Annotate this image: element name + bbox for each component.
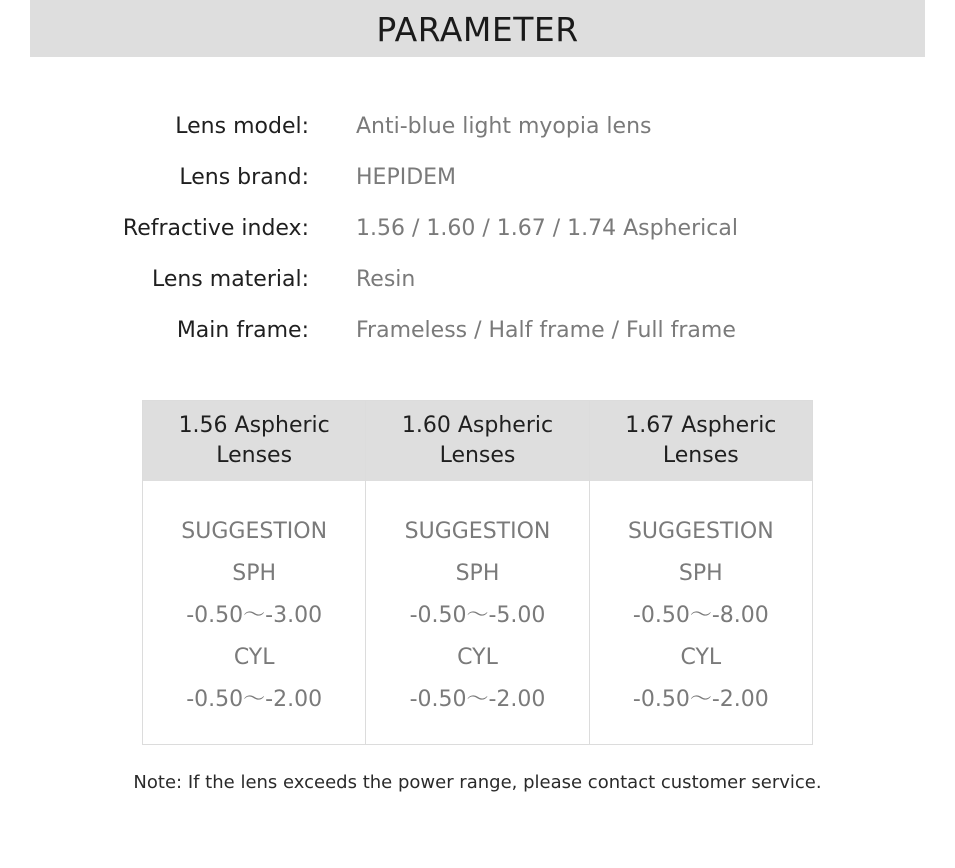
cyl-label: CYL [457, 645, 498, 670]
lens-column-body [143, 481, 365, 744]
param-row-lens-brand [0, 159, 955, 210]
param-value: HEPIDEM [356, 165, 457, 190]
sph-label: SPH [455, 561, 500, 586]
lens-column-header: 1.60 Aspheric Lenses [366, 401, 588, 481]
lens-column-160 [366, 401, 589, 744]
param-row-lens-material [0, 261, 955, 312]
lens-column-156 [143, 401, 366, 744]
param-value: Anti-blue light myopia lens [356, 114, 652, 139]
lens-column-body [590, 481, 812, 744]
param-label: Lens brand: [179, 165, 309, 190]
lens-column-167 [590, 401, 812, 744]
param-label: Main frame: [176, 318, 309, 343]
header-bar [30, 0, 925, 57]
cyl-range: -0.50～-2.00 [409, 687, 546, 712]
lens-column-header: 1.56 Aspheric Lenses [143, 401, 365, 481]
lens-range-table [142, 400, 813, 745]
cyl-label: CYL [233, 645, 275, 670]
cyl-range: -0.50～-2.00 [186, 687, 323, 712]
suggestion-label: SUGGESTION [404, 519, 551, 544]
param-row-refractive-index [0, 210, 955, 261]
cyl-range: -0.50～-2.00 [632, 687, 769, 712]
sph-label: SPH [232, 561, 277, 586]
sph-label: SPH [678, 561, 723, 586]
param-row-main-frame [0, 312, 955, 363]
page-title: PARAMETER [376, 10, 579, 49]
param-label: Lens model: [175, 114, 309, 139]
param-label: Lens material: [151, 267, 309, 292]
param-value: Frameless / Half frame / Full frame [356, 318, 736, 343]
cyl-label: CYL [680, 645, 722, 670]
sph-range: -0.50～-5.00 [409, 603, 546, 628]
lens-column-body [366, 481, 588, 744]
suggestion-label: SUGGESTION [181, 519, 328, 544]
lens-column-header: 1.67 Aspheric Lenses [590, 401, 812, 481]
param-row-lens-model [0, 108, 955, 159]
power-range-note: Note: If the lens exceeds the power range, please contact customer service. [133, 772, 822, 793]
parameter-list [0, 108, 955, 363]
sph-range: -0.50～-8.00 [632, 603, 769, 628]
param-value: 1.56 / 1.60 / 1.67 / 1.74 Aspherical [356, 216, 738, 241]
sph-range: -0.50～-3.00 [186, 603, 323, 628]
param-label: Refractive index: [122, 216, 309, 241]
param-value: Resin [356, 267, 416, 292]
suggestion-label: SUGGESTION [627, 519, 774, 544]
